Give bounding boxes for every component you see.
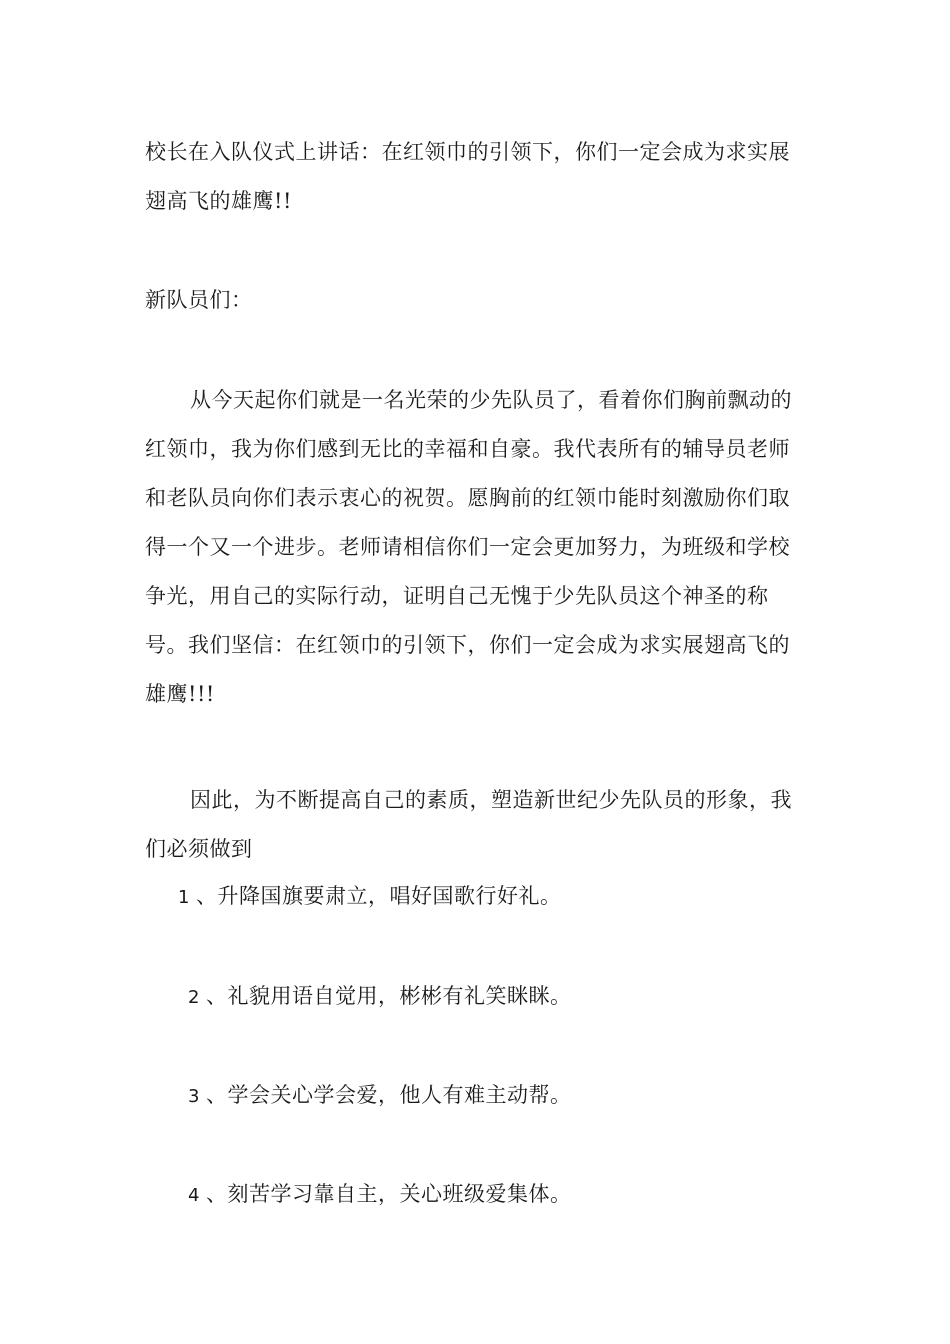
list-item-number: 3: [188, 1086, 200, 1107]
list-item: [178, 872, 561, 922]
list-item-text: 、升降国旗要肃立，唱好国歌行好礼。: [195, 884, 562, 908]
list-item-text: 、礼貌用语自觉用，彬彬有礼笑眯眯。: [205, 984, 572, 1008]
list-item-number: 4: [188, 1185, 200, 1206]
intro-paragraph: 校长在入队仪式上讲话：在红领巾的引领下，你们一定会成为求实展翅高飞的雄鹰!!: [145, 140, 790, 213]
salutation: 新队员们：: [145, 288, 253, 312]
list-item-text: 、刻苦学习靠自主，关心班级爱集体。: [205, 1182, 572, 1206]
list-item: [188, 1170, 571, 1220]
list-item-text: 、学会关心学会爱，他人有难主动帮。: [205, 1083, 572, 1107]
list-item: [188, 972, 571, 1022]
list-item-number: 2: [188, 987, 200, 1008]
conclusion-paragraph: 因此，为不断提高自己的素质，塑造新世纪少先队员的形象，我们必须做到: [145, 788, 792, 861]
list-item-number: 1: [178, 887, 190, 908]
body-paragraph: 从今天起你们就是一名光荣的少先队员了，看着你们胸前飘动的红领巾，我为你们感到无比的幸福和自豪。我代表所有的辅导员老师和老队员向你们表示衷心的祝贺。愿胸前的红领巾能时刻激励你们取得一个又一个进步。老师请相信你们一定会更加努力，为班级和学校争光，用自己的实际行动，证明自己无愧于少先队员这个神圣的称号。我们坚信：在红领巾的引领下，你们一定会成为求实展翅高飞的雄鹰!!!: [145, 388, 792, 706]
list-item: [188, 1071, 571, 1121]
